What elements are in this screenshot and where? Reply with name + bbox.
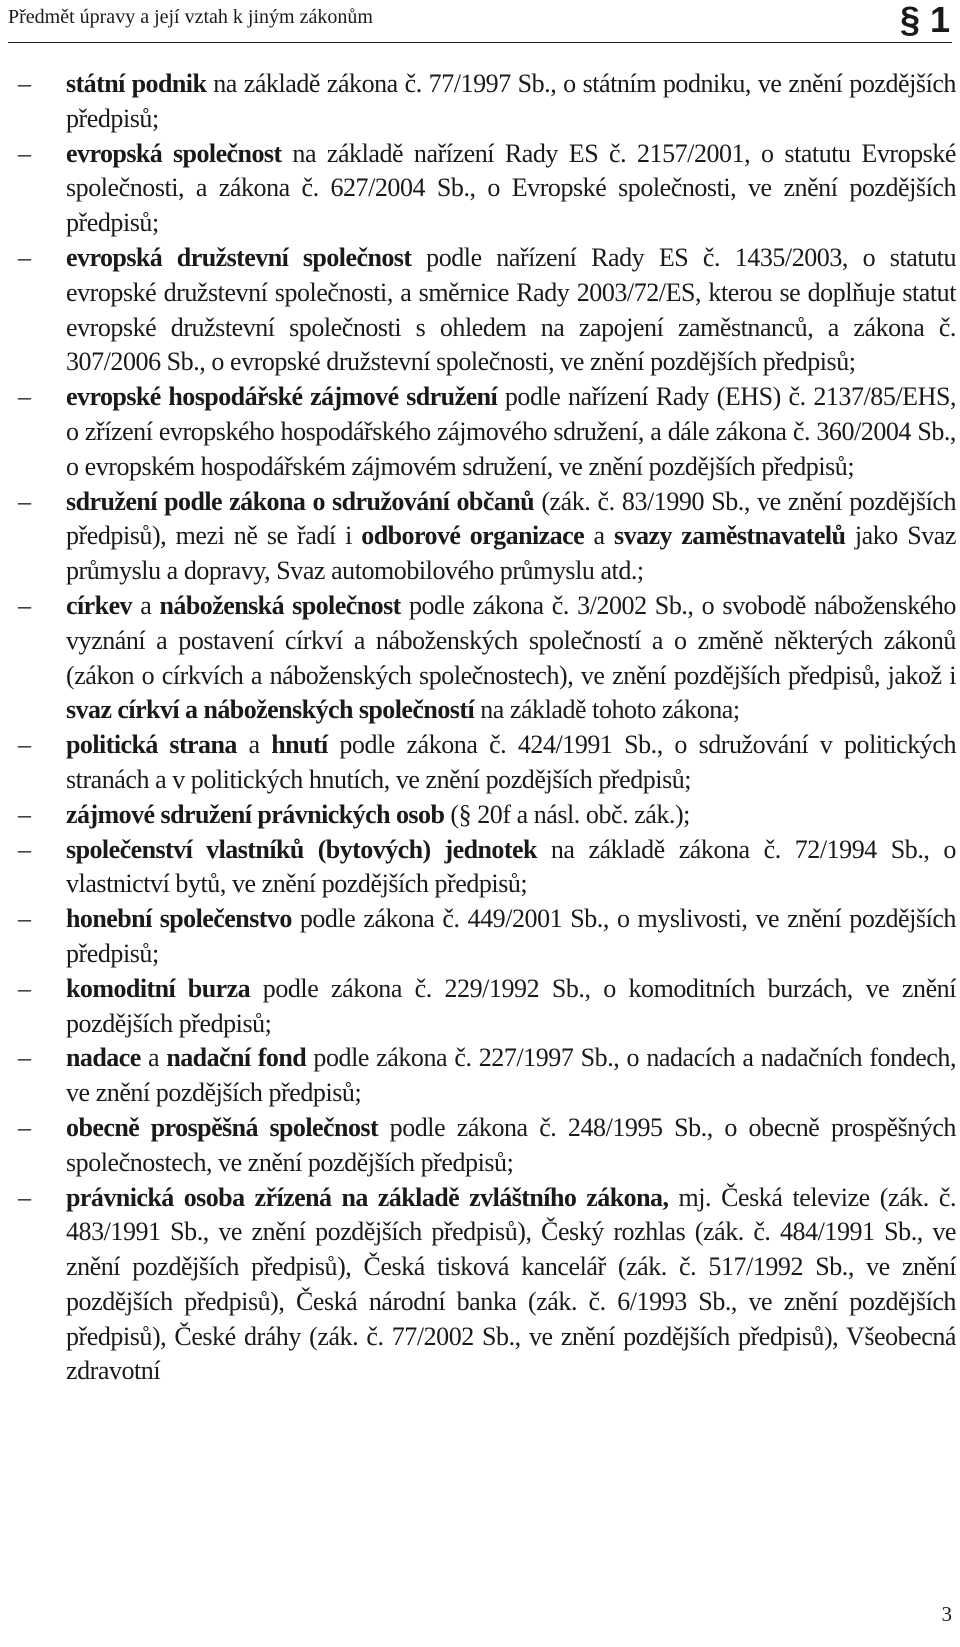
- list-item: [18, 728, 956, 798]
- item-text: jako Svaz průmyslu a dopravy, Svaz automobilového průmyslu atd.;: [66, 521, 956, 586]
- item-text: a: [584, 521, 615, 551]
- chapter-title: Předmět úpravy a její vztah k jiným zákonům: [8, 6, 373, 28]
- item-text: (§ 20f a násl. obč. zák.);: [444, 799, 690, 829]
- item-text: podle nařízení Rady (EHS) č. 2137/85/EHS, o zřízení evropského hospodářského zájmového sdružení, a dále zákona č. 360/2004 Sb., o evropském hospodářském zájmovém sdružení, ve znění pozdějších předpisů;: [66, 382, 957, 481]
- term-bold: církev: [66, 590, 133, 620]
- item-text: na základě zákona č. 72/1994 Sb., o vlastnictví bytů, ve znění pozdějších předpisů;: [66, 834, 956, 899]
- term-bold: náboženská společnost: [159, 590, 401, 620]
- term-bold: svazy zaměstnavatelů: [614, 521, 846, 551]
- term-bold: evropská družstevní společnost: [66, 242, 412, 272]
- term-bold: nadace: [66, 1043, 141, 1073]
- item-text: (zák. č. 83/1990 Sb., ve znění pozdějších předpisů), mezi ně se řadí i: [66, 486, 956, 551]
- item-text: na základě tohoto zákona;: [474, 695, 740, 725]
- list-item: [18, 1041, 956, 1111]
- list-item: [18, 67, 956, 137]
- item-text: na základě zákona č. 77/1997 Sb., o státním podniku, ve znění pozdějších předpisů;: [66, 69, 956, 133]
- term-bold: svaz církví a náboženských společností: [66, 695, 475, 725]
- item-text: podle zákona č. 227/1997 Sb., o nadacích a nadačních fondech, ve znění pozdějších předpisů;: [66, 1043, 956, 1108]
- term-bold: hnutí: [271, 730, 328, 760]
- dash-bullet: –: [18, 1182, 31, 1212]
- term-bold: společenství vlastníků (bytových) jednotek: [66, 834, 537, 864]
- term-bold: právnická osoba zřízená na základě zvláštního zákona,: [66, 1182, 669, 1212]
- list-item: [18, 380, 956, 484]
- list-item: [18, 798, 956, 833]
- list-item: [18, 589, 956, 728]
- list-item: [18, 972, 956, 1042]
- term-bold: komoditní burza: [66, 973, 251, 1003]
- list-item: [18, 833, 956, 903]
- term-bold: zájmové sdružení právnických osob: [66, 799, 445, 829]
- term-bold: sdružení podle zákona o sdružování občanů: [66, 486, 535, 516]
- term-bold: odborové organizace: [361, 521, 585, 551]
- item-text: mj. Česká televize (zák. č. 483/1991 Sb., ve znění pozdějších předpisů), Český rozhlas (zák. č. 484/1991 Sb., ve znění pozdějších předpisů), Česká tisková kancelář (zák. č. 517/1992 Sb., ve znění pozdějších předpisů), Česká národní banka (zák. č. 6/1993 Sb., ve znění pozdějších předpisů), České dráhy (zák. č. 77/2002 Sb., ve znění pozdějších předpisů), Všeobecná zdravotní: [66, 1182, 956, 1386]
- dash-bullet: –: [18, 730, 31, 760]
- dash-bullet: –: [18, 1043, 31, 1073]
- item-text: a: [140, 1043, 167, 1073]
- term-bold: státní podnik: [66, 69, 207, 98]
- item-text: a: [236, 730, 272, 760]
- list-item: [18, 1181, 956, 1390]
- dash-bullet: –: [18, 1112, 31, 1142]
- item-text: podle nařízení Rady ES č. 1435/2003, o statutu evropské družstevní společnosti, a směrnice Rady 2003/72/ES, kterou se doplňuje statut evropské družstevní společnosti s ohledem na zapojení zaměstnanců, a zákona č. 307/2006 Sb., o evropské družstevní společnosti, ve znění pozdějších předpisů;: [66, 242, 956, 377]
- item-text: podle zákona č. 424/1991 Sb., o sdružování v politických stranách a v politických hnutích, ve znění pozdějších předpisů;: [66, 730, 956, 794]
- dash-bullet: –: [18, 799, 31, 829]
- dash-bullet: –: [18, 69, 31, 98]
- item-text: a: [132, 590, 160, 620]
- section-number: § 1: [899, 0, 950, 40]
- legal-entity-list: [18, 67, 956, 1389]
- dash-bullet: –: [18, 138, 31, 168]
- dash-bullet: –: [18, 242, 31, 272]
- list-item: [18, 902, 956, 972]
- term-bold: evropské hospodářské zájmové sdružení: [66, 382, 498, 412]
- term-bold: obecně prospěšná společnost: [66, 1112, 379, 1142]
- term-bold: honební společenstvo: [66, 904, 292, 934]
- item-text: podle zákona č. 248/1995 Sb., o obecně prospěšných společnostech, ve znění pozdějších předpisů;: [66, 1112, 956, 1177]
- item-text: podle zákona č. 3/2002 Sb., o svobodě náboženského vyznání a postavení církví a náboženských společností a o změně některých zákonů (zákon o církvích a náboženských společnostech), ve znění pozdějších předpisů, jakož i: [66, 590, 956, 690]
- term-bold: politická strana: [66, 730, 237, 760]
- item-text: na základě nařízení Rady ES č. 2157/2001, o statutu Evropské společnosti, a zákona č. 627/2004 Sb., o Evropské společnosti, ve znění pozdějších předpisů;: [66, 138, 956, 238]
- list-item: [18, 1111, 956, 1181]
- page-number: 3: [941, 1602, 952, 1626]
- term-bold: nadační fond: [166, 1043, 307, 1073]
- dash-bullet: –: [18, 834, 31, 864]
- term-bold: evropská společnost: [66, 138, 282, 168]
- header-rule: [8, 42, 952, 43]
- list-item: [18, 241, 956, 380]
- running-header: [8, 0, 952, 44]
- item-text: podle zákona č. 449/2001 Sb., o myslivosti, ve znění pozdějších předpisů;: [66, 904, 956, 968]
- dash-bullet: –: [18, 973, 31, 1003]
- dash-bullet: –: [18, 486, 31, 516]
- dash-bullet: –: [18, 382, 31, 412]
- dash-bullet: –: [18, 904, 31, 934]
- list-item: [18, 137, 956, 241]
- dash-bullet: –: [18, 590, 31, 620]
- item-text: podle zákona č. 229/1992 Sb., o komoditních burzách, ve znění pozdějších předpisů;: [66, 973, 956, 1038]
- list-item: [18, 485, 956, 589]
